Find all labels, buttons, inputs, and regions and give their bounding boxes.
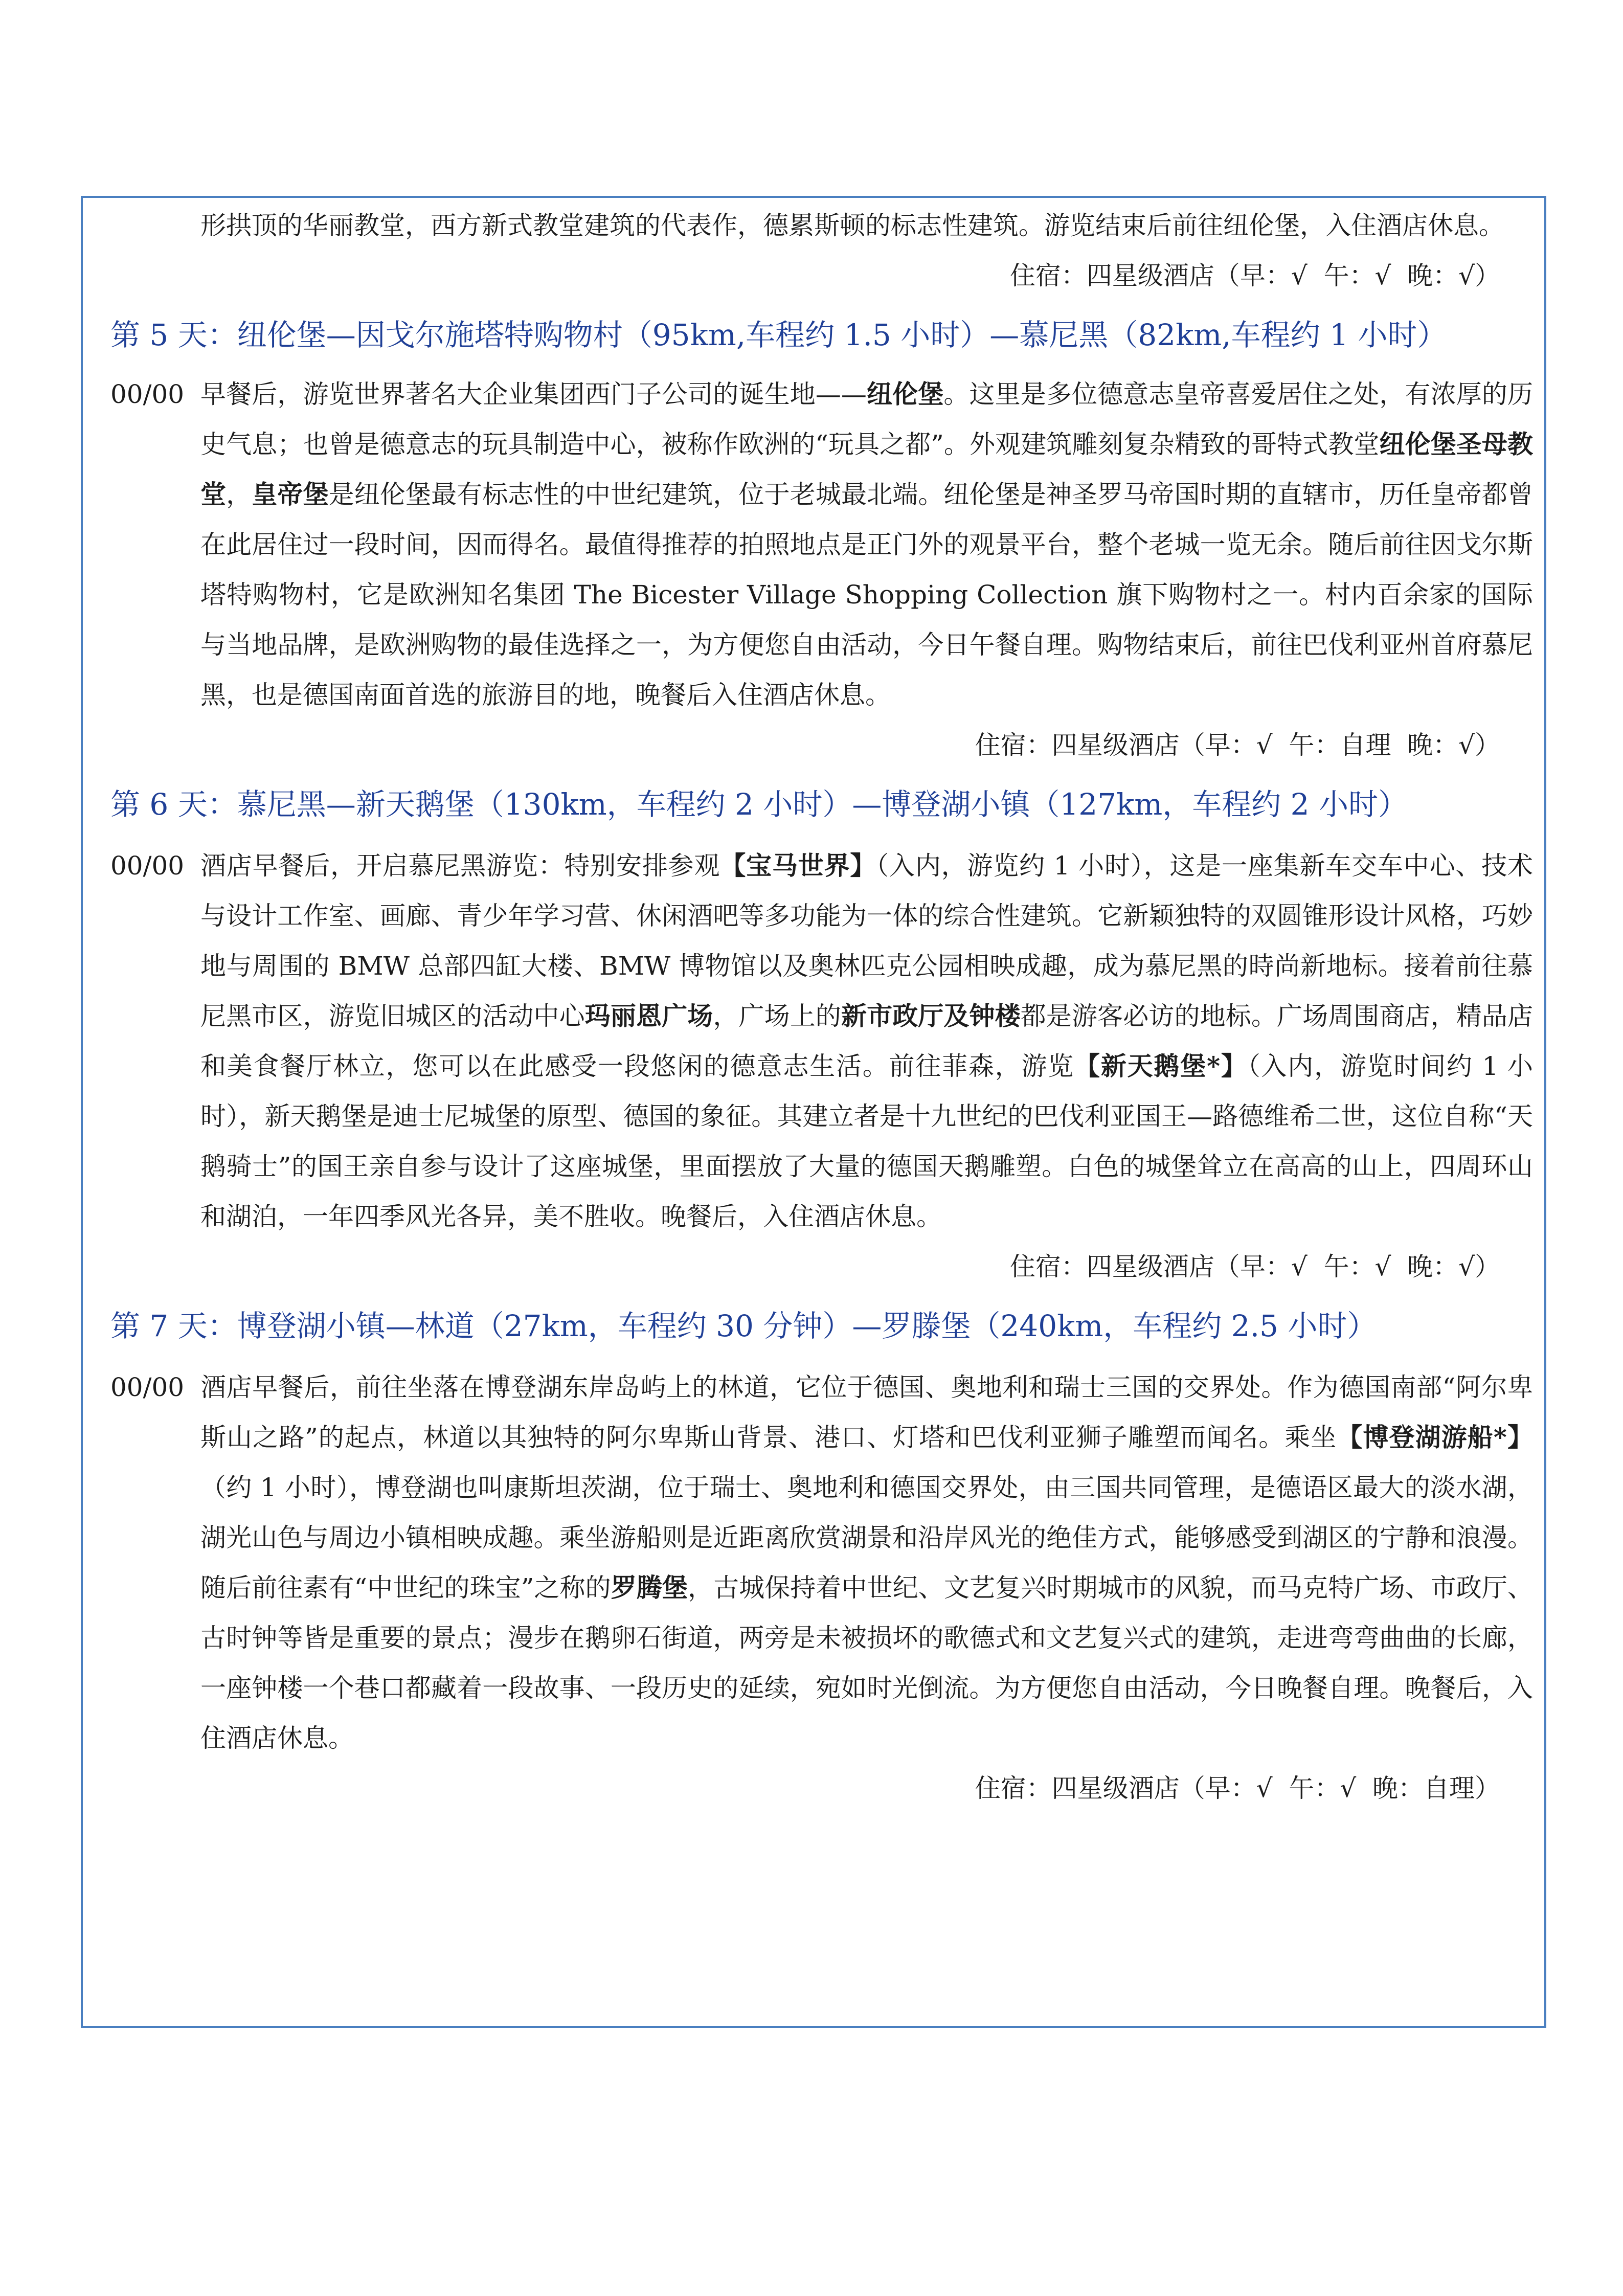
day5-heading: 第 5 天：纽伦堡—因戈尔施塔特购物村（95km,车程约 1.5 小时）—慕尼黑（82km,车程约 1 小时） (110, 318, 1447, 352)
day6-text-4: 都是游客必访的地标。广场周围商店，精品店和美食餐厅林立，您可以在此感受一段悠闲的德意志生活。前往菲森，游览 (200, 1001, 1534, 1081)
day4-tail-paragraph (110, 200, 1533, 251)
day5-bold-2: 纽伦堡圣母教堂 (200, 429, 1533, 509)
day6-bold-1: 【宝马世界】 (720, 850, 876, 881)
day7-text-2: （约 1 小时），博登湖也叫康斯坦茨湖，位于瑞士、奥地利和德国交界处，由三国共同管理，是德语区最大的淡水湖，湖光山色与周边小镇相映成趣。乘坐游船则是近距离欣赏湖景和沿岸风光的绝佳方式，能够感受到湖区的宁静和浪漫。随后前往素有“中世纪的珠宝”之称的 (200, 1473, 1533, 1603)
day7-lodging (110, 1763, 1533, 1813)
day5-bold-1: 纽伦堡 (866, 379, 944, 409)
day6-date-tag: 00/00 (110, 851, 185, 881)
day6-bold-2: 玛丽恩广场 (584, 1001, 713, 1031)
day7-bold-2: 罗腾堡 (611, 1572, 688, 1603)
day5-text-1: 早餐后，游览世界著名大企业集团西门子公司的诞生地—— (200, 379, 867, 409)
day5-text-2: 。这里是多位德意志皇帝喜爱居住之处，有浓厚的历史气息；也曾是德意志的玩具制造中心，被称作欧洲的“玩具之都”。外观建筑雕刻复杂精致的哥特式教堂 (200, 379, 1534, 459)
day6-bold-4: 【新天鹅堡*】 (1074, 1051, 1248, 1081)
day7-text-1: 酒店早餐后，前往坐落在博登湖东岸岛屿上的林道，它位于德国、奥地利和瑞士三国的交界处。作为德国南部“阿尔卑斯山之路”的起点，林道以其独特的阿尔卑斯山背景、港口、灯塔和巴伐利亚狮子雕塑而闻名。乘坐 (200, 1372, 1533, 1452)
day7-paragraph (110, 1362, 1533, 1763)
day5-paragraph (110, 369, 1533, 720)
day5-text-4: 是纽伦堡最有标志性的中世纪建筑，位于老城最北端。纽伦堡是神圣罗马帝国时期的直辖市，历任皇帝都曾在此居住过一段时间，因而得名。最值得推荐的拍照地点是正门外的观景平台，整个老城一览无余。随后前往因戈尔斯塔特购物村，它是欧洲知名集团 The Bicester Village Shopping Collection 旗下购物村之一。村内百余家的国际与当地品牌，是欧洲购物的最佳选择之一，为方便您自由活动，今日午餐自理。购物结束后，前往巴伐利亚州首府慕尼黑，也是德国南面首选的旅游目的地，晚餐后入住酒店休息。 (200, 480, 1534, 710)
day6-paragraph (110, 841, 1533, 1242)
day7-text-3: ，古城保持着中世纪、文艺复兴时期城市的风貌，而马克特广场、市政厅、古时钟等皆是重要的景点；漫步在鹅卵石街道，两旁是未被损坏的歌德式和文艺复兴式的建筑，走进弯弯曲曲的长廊，一座钟楼一个巷口都藏着一段故事、一段历史的延续，宛如时光倒流。为方便您自由活动，今日晚餐自理。晚餐后，入住酒店休息。 (200, 1573, 1533, 1753)
day6-lodging-text: 住宿：四星级酒店（早：√ 午：√ 晚：√） (1009, 1252, 1500, 1281)
day5-lodging-text: 住宿：四星级酒店（早：√ 午：自理 晚：√） (975, 730, 1500, 760)
day6-bold-3: 新市政厅及钟楼 (841, 1001, 1021, 1031)
day7-heading: 第 7 天：博登湖小镇—林道（27km，车程约 30 分钟）—罗滕堡（240km，车程约 2.5 小时） (110, 1309, 1377, 1343)
day6-text-1: 酒店早餐后，开启慕尼黑游览：特别安排参观 (200, 851, 720, 881)
day4-lodging-text: 住宿：四星级酒店（早：√ 午：√ 晚：√） (1009, 261, 1500, 290)
day6-text-5: （入内，游览时间约 1 小时），新天鹅堡是迪士尼城堡的原型、德国的象征。其建立者是十九世纪的巴伐利亚国王—路德维希二世，这位自称“天鹅骑士”的国王亲自参与设计了这座城堡，里面摆放了大量的德国天鹅雕塑。白色的城堡耸立在高高的山上，四周环山和湖泊，一年四季风光各异，美不胜收。晚餐后，入住酒店休息。 (200, 1051, 1533, 1231)
day5-lodging (110, 720, 1533, 770)
day4-tail-text: 形拱顶的华丽教堂，西方新式教堂建筑的代表作，德累斯顿的标志性建筑。游览结束后前往纽伦堡，入住酒店休息。 (200, 211, 1504, 240)
day5-date-tag: 00/00 (110, 379, 185, 409)
day7-bold-1: 【博登湖游船*】 (1337, 1422, 1533, 1452)
day6-heading: 第 6 天：慕尼黑—新天鹅堡（130km，车程约 2 小时）—博登湖小镇（127km，车程约 2 小时） (110, 787, 1408, 822)
day4-lodging (110, 251, 1533, 301)
day6-text-3: ，广场上的 (713, 1001, 841, 1031)
day7-date-tag: 00/00 (110, 1372, 185, 1402)
day5-text-3: ， (226, 480, 252, 509)
day5-bold-3: 皇帝堡 (252, 479, 329, 509)
day6-text-2: （入内，游览约 1 小时），这是一座集新车交车中心、技术与设计工作室、画廊、青少年学习营、休闲酒吧等多功能为一体的综合性建筑。它新颖独特的双圆锥形设计风格，巧妙地与周围的 BMW 总部四缸大楼、BMW 博物馆以及奥林匹克公园相映成趣，成为慕尼黑的時尚新地标。接着前往慕尼黑市区，游览旧城区的活动中心 (200, 851, 1534, 1031)
itinerary-content (110, 200, 1533, 1813)
day6-lodging (110, 1242, 1533, 1292)
day7-lodging-text: 住宿：四星级酒店（早：√ 午：√ 晚：自理） (975, 1773, 1500, 1803)
